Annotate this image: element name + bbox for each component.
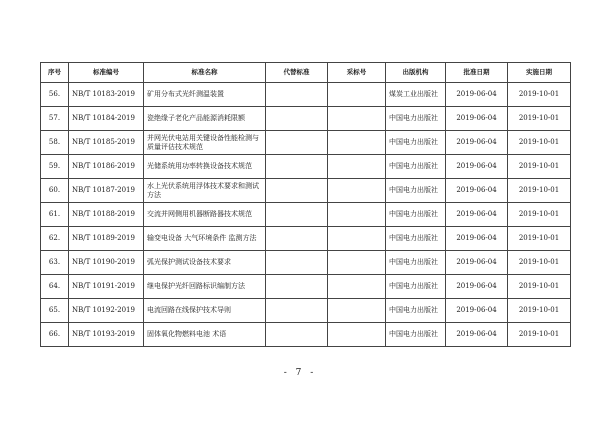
cell-replaces bbox=[266, 275, 328, 299]
page-number: - 7 - bbox=[283, 368, 317, 378]
cell-adopted bbox=[328, 131, 386, 155]
cell-adopted bbox=[328, 227, 386, 251]
cell-replaces bbox=[266, 251, 328, 275]
cell-publisher: 中国电力出版社 bbox=[386, 155, 446, 179]
cell-adopted bbox=[328, 299, 386, 323]
table-row bbox=[41, 203, 571, 227]
cell-effective-date: 2019-10-01 bbox=[508, 227, 571, 251]
cell-code: NB/T 10192-2019 bbox=[69, 299, 144, 323]
table-row bbox=[41, 227, 571, 251]
cell-replaces bbox=[266, 203, 328, 227]
cell-effective-date: 2019-10-01 bbox=[508, 251, 571, 275]
header-replaces: 代替标准 bbox=[266, 63, 328, 83]
header-name: 标准名称 bbox=[144, 63, 266, 83]
cell-publisher: 中国电力出版社 bbox=[386, 131, 446, 155]
cell-effective-date: 2019-10-01 bbox=[508, 179, 571, 203]
cell-adopted bbox=[328, 275, 386, 299]
cell-approval-date: 2019-06-04 bbox=[446, 227, 508, 251]
cell-replaces bbox=[266, 299, 328, 323]
cell-name: 矿用分布式光纤测温装置 bbox=[144, 83, 266, 107]
cell-approval-date: 2019-06-04 bbox=[446, 251, 508, 275]
cell-approval-date: 2019-06-04 bbox=[446, 131, 508, 155]
standards-table bbox=[40, 62, 571, 347]
cell-approval-date: 2019-06-04 bbox=[446, 179, 508, 203]
cell-replaces bbox=[266, 323, 328, 347]
table-row bbox=[41, 275, 571, 299]
cell-adopted bbox=[328, 323, 386, 347]
table-row bbox=[41, 107, 571, 131]
cell-publisher: 中国电力出版社 bbox=[386, 323, 446, 347]
cell-effective-date: 2019-10-01 bbox=[508, 155, 571, 179]
cell-effective-date: 2019-10-01 bbox=[508, 323, 571, 347]
cell-publisher: 中国电力出版社 bbox=[386, 203, 446, 227]
cell-name: 继电保护光纤回路标识编制方法 bbox=[144, 275, 266, 299]
cell-name: 交流并网侧用机器断路器技术规范 bbox=[144, 203, 266, 227]
cell-effective-date: 2019-10-01 bbox=[508, 203, 571, 227]
cell-adopted bbox=[328, 155, 386, 179]
cell-effective-date: 2019-10-01 bbox=[508, 275, 571, 299]
cell-publisher: 中国电力出版社 bbox=[386, 275, 446, 299]
table-row bbox=[41, 155, 571, 179]
table-header bbox=[41, 63, 571, 83]
cell-name: 输变电设备 大气环境条件 监测方法 bbox=[144, 227, 266, 251]
table-row bbox=[41, 131, 571, 155]
cell-approval-date: 2019-06-04 bbox=[446, 299, 508, 323]
header-approval-date: 批准日期 bbox=[446, 63, 508, 83]
cell-no: 58. bbox=[41, 131, 69, 155]
header-no: 序号 bbox=[41, 63, 69, 83]
cell-code: NB/T 10187-2019 bbox=[69, 179, 144, 203]
header-effective-date: 实施日期 bbox=[508, 63, 571, 83]
cell-code: NB/T 10184-2019 bbox=[69, 107, 144, 131]
table-row bbox=[41, 179, 571, 203]
cell-code: NB/T 10185-2019 bbox=[69, 131, 144, 155]
cell-name: 弧光保护测试设备技术要求 bbox=[144, 251, 266, 275]
cell-no: 57. bbox=[41, 107, 69, 131]
cell-name: 电流回路在线保护技术导则 bbox=[144, 299, 266, 323]
cell-name: 水上光伏系统用浮体技术要求和测试方法 bbox=[144, 179, 266, 203]
cell-effective-date: 2019-10-01 bbox=[508, 299, 571, 323]
cell-effective-date: 2019-10-01 bbox=[508, 107, 571, 131]
table-row bbox=[41, 251, 571, 275]
cell-no: 62. bbox=[41, 227, 69, 251]
cell-replaces bbox=[266, 155, 328, 179]
header-publisher: 出版机构 bbox=[386, 63, 446, 83]
cell-no: 65. bbox=[41, 299, 69, 323]
table-row bbox=[41, 83, 571, 107]
cell-no: 63. bbox=[41, 251, 69, 275]
cell-publisher: 中国电力出版社 bbox=[386, 251, 446, 275]
cell-no: 61. bbox=[41, 203, 69, 227]
cell-replaces bbox=[266, 107, 328, 131]
cell-name: 光储系统用功率转换设备技术规范 bbox=[144, 155, 266, 179]
cell-name: 瓷绝缘子老化产品能源消耗限额 bbox=[144, 107, 266, 131]
cell-adopted bbox=[328, 251, 386, 275]
table-row bbox=[41, 323, 571, 347]
cell-code: NB/T 10190-2019 bbox=[69, 251, 144, 275]
cell-publisher: 中国电力出版社 bbox=[386, 227, 446, 251]
cell-approval-date: 2019-06-04 bbox=[446, 155, 508, 179]
cell-adopted bbox=[328, 83, 386, 107]
cell-approval-date: 2019-06-04 bbox=[446, 203, 508, 227]
cell-approval-date: 2019-06-04 bbox=[446, 323, 508, 347]
cell-replaces bbox=[266, 179, 328, 203]
cell-no: 56. bbox=[41, 83, 69, 107]
cell-effective-date: 2019-10-01 bbox=[508, 83, 571, 107]
cell-name: 固体氧化物燃料电池 术语 bbox=[144, 323, 266, 347]
cell-replaces bbox=[266, 131, 328, 155]
cell-approval-date: 2019-06-04 bbox=[446, 275, 508, 299]
cell-adopted bbox=[328, 107, 386, 131]
header-adopted: 采标号 bbox=[328, 63, 386, 83]
cell-no: 59. bbox=[41, 155, 69, 179]
cell-code: NB/T 10189-2019 bbox=[69, 227, 144, 251]
cell-publisher: 中国电力出版社 bbox=[386, 299, 446, 323]
cell-code: NB/T 10193-2019 bbox=[69, 323, 144, 347]
cell-approval-date: 2019-06-04 bbox=[446, 107, 508, 131]
cell-publisher: 中国电力出版社 bbox=[386, 107, 446, 131]
cell-adopted bbox=[328, 203, 386, 227]
cell-publisher: 煤炭工业出版社 bbox=[386, 83, 446, 107]
table-body bbox=[41, 83, 571, 347]
cell-no: 66. bbox=[41, 323, 69, 347]
cell-code: NB/T 10183-2019 bbox=[69, 83, 144, 107]
cell-code: NB/T 10191-2019 bbox=[69, 275, 144, 299]
cell-replaces bbox=[266, 83, 328, 107]
cell-replaces bbox=[266, 227, 328, 251]
cell-code: NB/T 10186-2019 bbox=[69, 155, 144, 179]
cell-code: NB/T 10188-2019 bbox=[69, 203, 144, 227]
cell-approval-date: 2019-06-04 bbox=[446, 83, 508, 107]
cell-name: 并网光伏电站用关键设备性能检测与质量评估技术规范 bbox=[144, 131, 266, 155]
cell-no: 64. bbox=[41, 275, 69, 299]
cell-adopted bbox=[328, 179, 386, 203]
header-code: 标准编号 bbox=[69, 63, 144, 83]
cell-publisher: 中国电力出版社 bbox=[386, 179, 446, 203]
cell-effective-date: 2019-10-01 bbox=[508, 131, 571, 155]
cell-no: 60. bbox=[41, 179, 69, 203]
table-row bbox=[41, 299, 571, 323]
